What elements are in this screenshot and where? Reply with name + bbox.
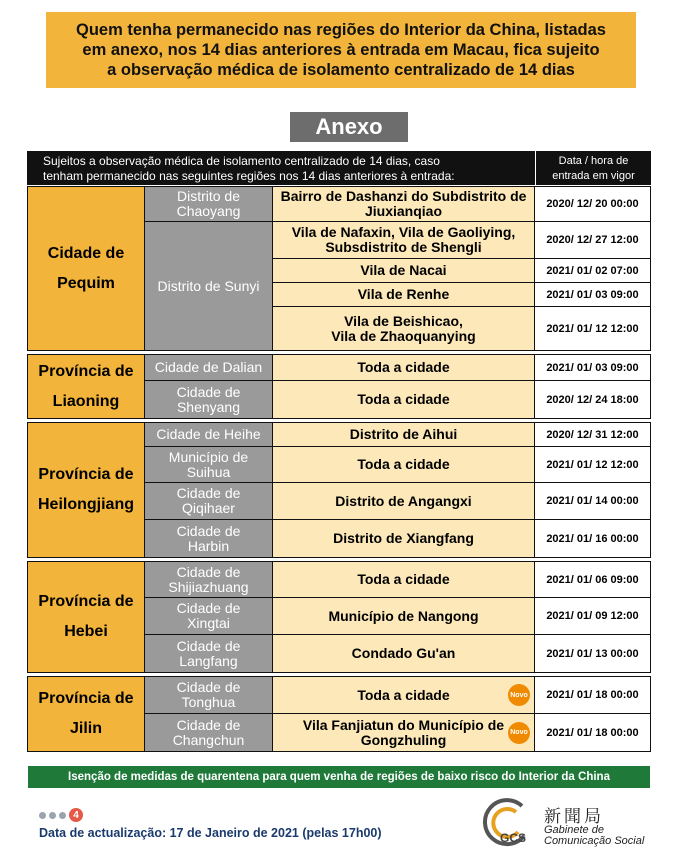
area-line: Subsdistrito de Shengli bbox=[325, 239, 482, 255]
province-name-line: Jilin bbox=[69, 720, 102, 737]
area-cell: Toda a cidade bbox=[272, 355, 534, 380]
date-cell: 2021/ 01/ 03 09:00 bbox=[534, 283, 650, 306]
province-block bbox=[27, 354, 651, 419]
gcs-logo bbox=[478, 796, 682, 852]
area-line: Toda a cidade bbox=[357, 686, 450, 703]
table-row bbox=[272, 306, 650, 350]
logo-chinese-text: 新聞局 bbox=[544, 807, 604, 826]
page-dot bbox=[49, 812, 56, 819]
low-risk-exemption-link[interactable]: Isenção de medidas de quarentena para quem venha de regiões de baixo risco do Interior da China bbox=[28, 766, 650, 788]
date-cell: 2021/ 01/ 12 12:00 bbox=[534, 447, 650, 482]
date-cell: 2021/ 01/ 09 12:00 bbox=[534, 598, 650, 634]
table-row bbox=[145, 713, 650, 751]
area-line: Vila de Zhaoquanying bbox=[331, 327, 476, 344]
table-row bbox=[145, 562, 650, 597]
area-cell: Distrito de Aihui bbox=[272, 423, 534, 446]
district-line: Harbin bbox=[187, 537, 230, 554]
logo-line: Gabinete de bbox=[544, 824, 604, 836]
district-cell bbox=[145, 562, 272, 597]
header-date-column bbox=[535, 151, 651, 185]
header-line: Data / hora de bbox=[558, 155, 629, 167]
header-line: Sujeitos a observação médica de isolamento centralizado de 14 dias, caso bbox=[43, 154, 440, 168]
district-cell: Cidade de Heihe bbox=[145, 423, 272, 446]
district-line: Cidade de bbox=[176, 600, 241, 616]
logo-line: Comunicação Social bbox=[544, 835, 645, 847]
district-line: Shenyang bbox=[176, 398, 241, 415]
table-row bbox=[145, 634, 650, 672]
area-line: Gongzhuling bbox=[360, 731, 447, 748]
notice-line: a observação médica de isolamento centralizado de 14 dias bbox=[107, 61, 575, 79]
date-cell: 2020/ 12/ 31 12:00 bbox=[534, 423, 650, 446]
district-line: Cidade de bbox=[176, 383, 241, 400]
province-name-line: Província de bbox=[38, 362, 134, 380]
area-cell: Vila de Nacai bbox=[272, 259, 534, 282]
district-line: Changchun bbox=[172, 731, 245, 748]
district-line: Suihua bbox=[186, 463, 231, 480]
province-name-line: Liaoning bbox=[52, 392, 120, 410]
province-name bbox=[28, 423, 144, 557]
page-indicator bbox=[39, 808, 83, 822]
district-line: Langfang bbox=[179, 652, 238, 669]
district-cell bbox=[145, 447, 272, 482]
anexo-title: Anexo bbox=[290, 112, 408, 142]
table-row bbox=[272, 222, 650, 258]
district-cell bbox=[145, 381, 272, 418]
table-header bbox=[27, 151, 651, 185]
area-line: Jiuxianqiao bbox=[364, 203, 443, 219]
date-cell: 2021/ 01/ 06 09:00 bbox=[534, 562, 650, 597]
table-row bbox=[145, 423, 650, 446]
date-cell: 2020/ 12/ 27 12:00 bbox=[534, 222, 650, 258]
area-cell: Vila de Renhe bbox=[272, 283, 534, 306]
update-date: Data de actualização: 17 de Janeiro de 2021 (pelas 17h00) bbox=[39, 826, 382, 840]
area-cell: Toda a cidade bbox=[272, 447, 534, 482]
header-description bbox=[27, 151, 535, 185]
province-block bbox=[27, 561, 651, 673]
area-cell: Condado Gu'an bbox=[272, 635, 534, 672]
area-cell bbox=[272, 187, 534, 221]
new-badge: Novo bbox=[508, 722, 530, 744]
province-name-line: Hebei bbox=[64, 623, 108, 640]
district-cell: Cidade de Dalian bbox=[145, 355, 272, 380]
district-line: Shijiazhuang bbox=[168, 578, 249, 595]
header-line: tenham permanecido nas seguintes regiões nos 14 dias anteriores à entrada: bbox=[43, 169, 455, 183]
province-name-line: Heilongjiang bbox=[38, 496, 134, 513]
province-name-line: Província de bbox=[38, 466, 134, 483]
district-line: Cidade de bbox=[176, 637, 241, 654]
table-row bbox=[272, 258, 650, 282]
area-line: Vila de Beishicao, bbox=[344, 312, 463, 329]
district-cell bbox=[145, 187, 272, 221]
area-cell: Distrito de Angangxi bbox=[272, 483, 534, 519]
date-cell: 2021/ 01/ 12 12:00 bbox=[534, 307, 650, 350]
table-row bbox=[145, 597, 650, 634]
district-cell bbox=[145, 222, 272, 350]
province-name-line: Cidade de bbox=[47, 244, 125, 262]
notice-text bbox=[70, 20, 612, 80]
area-cell bbox=[272, 714, 534, 751]
province-block bbox=[27, 422, 651, 558]
province-name bbox=[28, 187, 144, 350]
district-line: Tonghua bbox=[181, 694, 236, 710]
table-row bbox=[145, 677, 650, 713]
new-badge: Novo bbox=[508, 684, 530, 706]
district-cell bbox=[145, 520, 272, 557]
date-cell: 2021/ 01/ 18 00:00 bbox=[534, 714, 650, 751]
page-dot bbox=[39, 812, 46, 819]
area-cell bbox=[272, 307, 534, 350]
district-line: Município de bbox=[168, 448, 249, 465]
notice-line: Quem tenha permanecido nas regiões do Interior da China, listadas bbox=[76, 21, 606, 39]
district-cell bbox=[145, 598, 272, 634]
province-name bbox=[28, 562, 144, 672]
province-name-line: Pequim bbox=[57, 274, 115, 292]
area-cell: Toda a cidade bbox=[272, 381, 534, 418]
district-line: Chaoyang bbox=[176, 203, 241, 219]
date-cell: 2021/ 01/ 02 07:00 bbox=[534, 259, 650, 282]
area-line: Vila de Nafaxin, Vila de Gaoliying, bbox=[291, 224, 516, 240]
district-line: Cidade de bbox=[176, 522, 241, 539]
district-cell bbox=[145, 483, 272, 519]
district-cell bbox=[145, 677, 272, 713]
district-line: Distrito de Sunyi bbox=[157, 277, 260, 294]
province-name-line: Província de bbox=[38, 690, 134, 707]
date-cell: 2021/ 01/ 18 00:00 bbox=[534, 677, 650, 713]
district-line: Cidade de bbox=[176, 485, 241, 501]
svg-text:GCS: GCS bbox=[500, 831, 527, 845]
area-line: Bairro de Dashanzi do Subdistrito de bbox=[280, 188, 527, 204]
table-row bbox=[145, 519, 650, 557]
district-cell bbox=[145, 714, 272, 751]
table-row bbox=[272, 282, 650, 306]
header-line: entrada em vigor bbox=[552, 170, 635, 182]
district-line: Xingtai bbox=[187, 615, 230, 631]
area-cell: Distrito de Xiangfang bbox=[272, 520, 534, 557]
district-line: Cidade de bbox=[176, 679, 241, 695]
area-cell bbox=[272, 222, 534, 258]
date-cell: 2021/ 01/ 16 00:00 bbox=[534, 520, 650, 557]
area-cell: Toda a cidade bbox=[272, 562, 534, 597]
district-line: Cidade de bbox=[176, 716, 241, 733]
province-name bbox=[28, 355, 144, 418]
page-dot bbox=[59, 812, 66, 819]
table-row bbox=[145, 482, 650, 519]
table-row bbox=[145, 446, 650, 482]
table-row bbox=[145, 187, 650, 221]
province-block bbox=[27, 676, 651, 752]
notice-line: em anexo, nos 14 dias anteriores à entrada em Macau, fica sujeito bbox=[82, 41, 600, 59]
district-line: Cidade de bbox=[176, 563, 241, 580]
date-cell: 2021/ 01/ 03 09:00 bbox=[534, 355, 650, 380]
page-number-badge: 4 bbox=[69, 808, 83, 822]
area-line: Vila Fanjiatun do Município de bbox=[302, 716, 505, 733]
district-line: Distrito de bbox=[176, 188, 240, 204]
province-name-line: Província de bbox=[38, 593, 134, 610]
date-cell: 2021/ 01/ 14 00:00 bbox=[534, 483, 650, 519]
logo-english-text bbox=[544, 825, 644, 847]
notice-banner bbox=[46, 12, 636, 88]
table-row bbox=[145, 355, 650, 380]
regions-table bbox=[27, 151, 651, 755]
date-cell: 2020/ 12/ 20 00:00 bbox=[534, 187, 650, 221]
district-line: Qiqihaer bbox=[182, 500, 235, 516]
province-block bbox=[27, 186, 651, 351]
table-row bbox=[145, 380, 650, 418]
province-name bbox=[28, 677, 144, 751]
area-cell: Município de Nangong bbox=[272, 598, 534, 634]
area-cell bbox=[272, 677, 534, 713]
date-cell: 2020/ 12/ 24 18:00 bbox=[534, 381, 650, 418]
gcs-logo-icon bbox=[478, 796, 534, 852]
district-cell bbox=[145, 635, 272, 672]
date-cell: 2021/ 01/ 13 00:00 bbox=[534, 635, 650, 672]
